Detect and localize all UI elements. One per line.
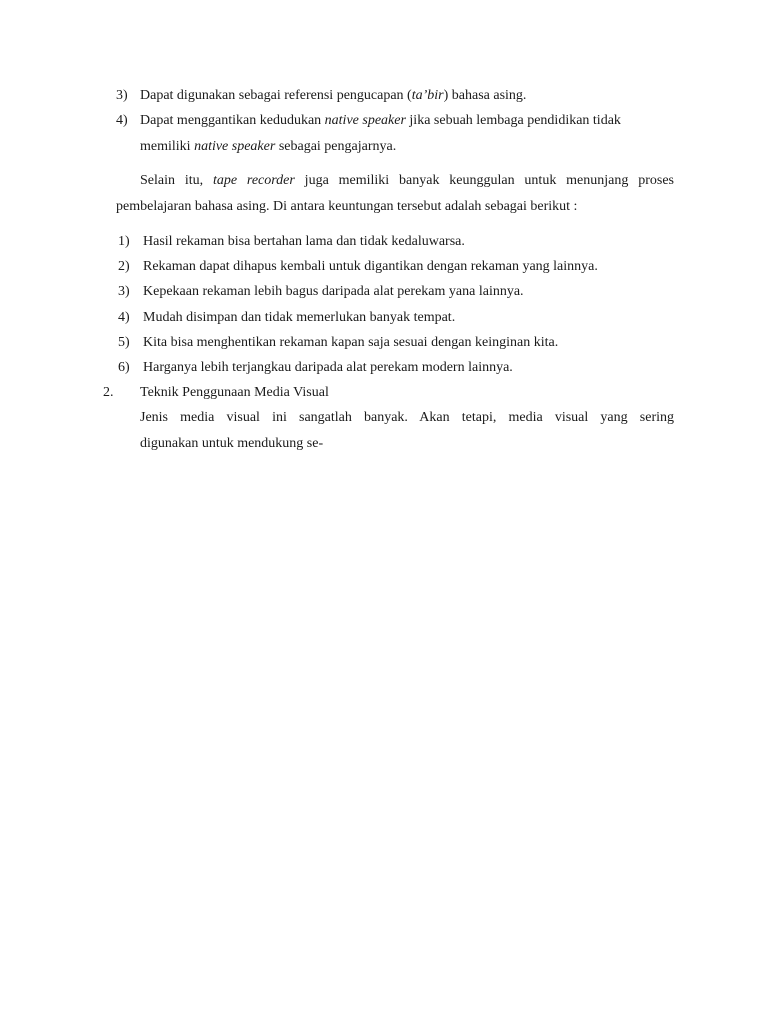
list-item-text: Dapat menggantikan kedudukan native speaker jika sebuah lembaga pendidikan tidak — [140, 113, 621, 128]
list-item-text: Rekaman dapat dihapus kembali untuk digantikan dengan rekaman yang lainnya. — [143, 259, 598, 274]
section-body-line: digunakan untuk mendukung se- — [140, 436, 324, 451]
list-number: 3) — [116, 88, 128, 103]
list-number: 5) — [118, 335, 130, 350]
list-number: 1) — [118, 234, 130, 249]
paragraph-line: Selain itu, tape recorder juga memiliki banyak keunggulan untuk menunjang proses — [140, 173, 674, 188]
list-item-text: Dapat digunakan sebagai referensi pengucapan (ta’bir) bahasa asing. — [140, 88, 527, 103]
list-number: 6) — [118, 360, 130, 375]
paragraph-line: pembelajaran bahasa asing. Di antara keuntungan tersebut adalah sebagai berikut : — [116, 199, 578, 214]
list-item-text: Mudah disimpan dan tidak memerlukan banyak tempat. — [143, 310, 456, 325]
list-item-text: Kita bisa menghentikan rekaman kapan saja sesuai dengan keinginan kita. — [143, 335, 559, 350]
list-number: 3) — [118, 284, 130, 299]
list-number: 2) — [118, 259, 130, 274]
section-body-line: Jenis media visual ini sangatlah banyak. Akan tetapi, media visual yang sering — [140, 410, 674, 425]
list-item-text: Harganya lebih terjangkau daripada alat perekam modern lainnya. — [143, 360, 513, 375]
list-number: 4) — [116, 113, 128, 128]
section-heading: Teknik Penggunaan Media Visual — [140, 385, 329, 400]
list-number: 4) — [118, 310, 130, 325]
list-item-text: Hasil rekaman bisa bertahan lama dan tidak kedaluwarsa. — [143, 234, 465, 249]
list-item-text: Kepekaan rekaman lebih bagus daripada alat perekam yana lainnya. — [143, 284, 524, 299]
list-item-text-continued: memiliki native speaker sebagai pengajarnya. — [140, 139, 397, 154]
section-number: 2. — [103, 385, 114, 400]
